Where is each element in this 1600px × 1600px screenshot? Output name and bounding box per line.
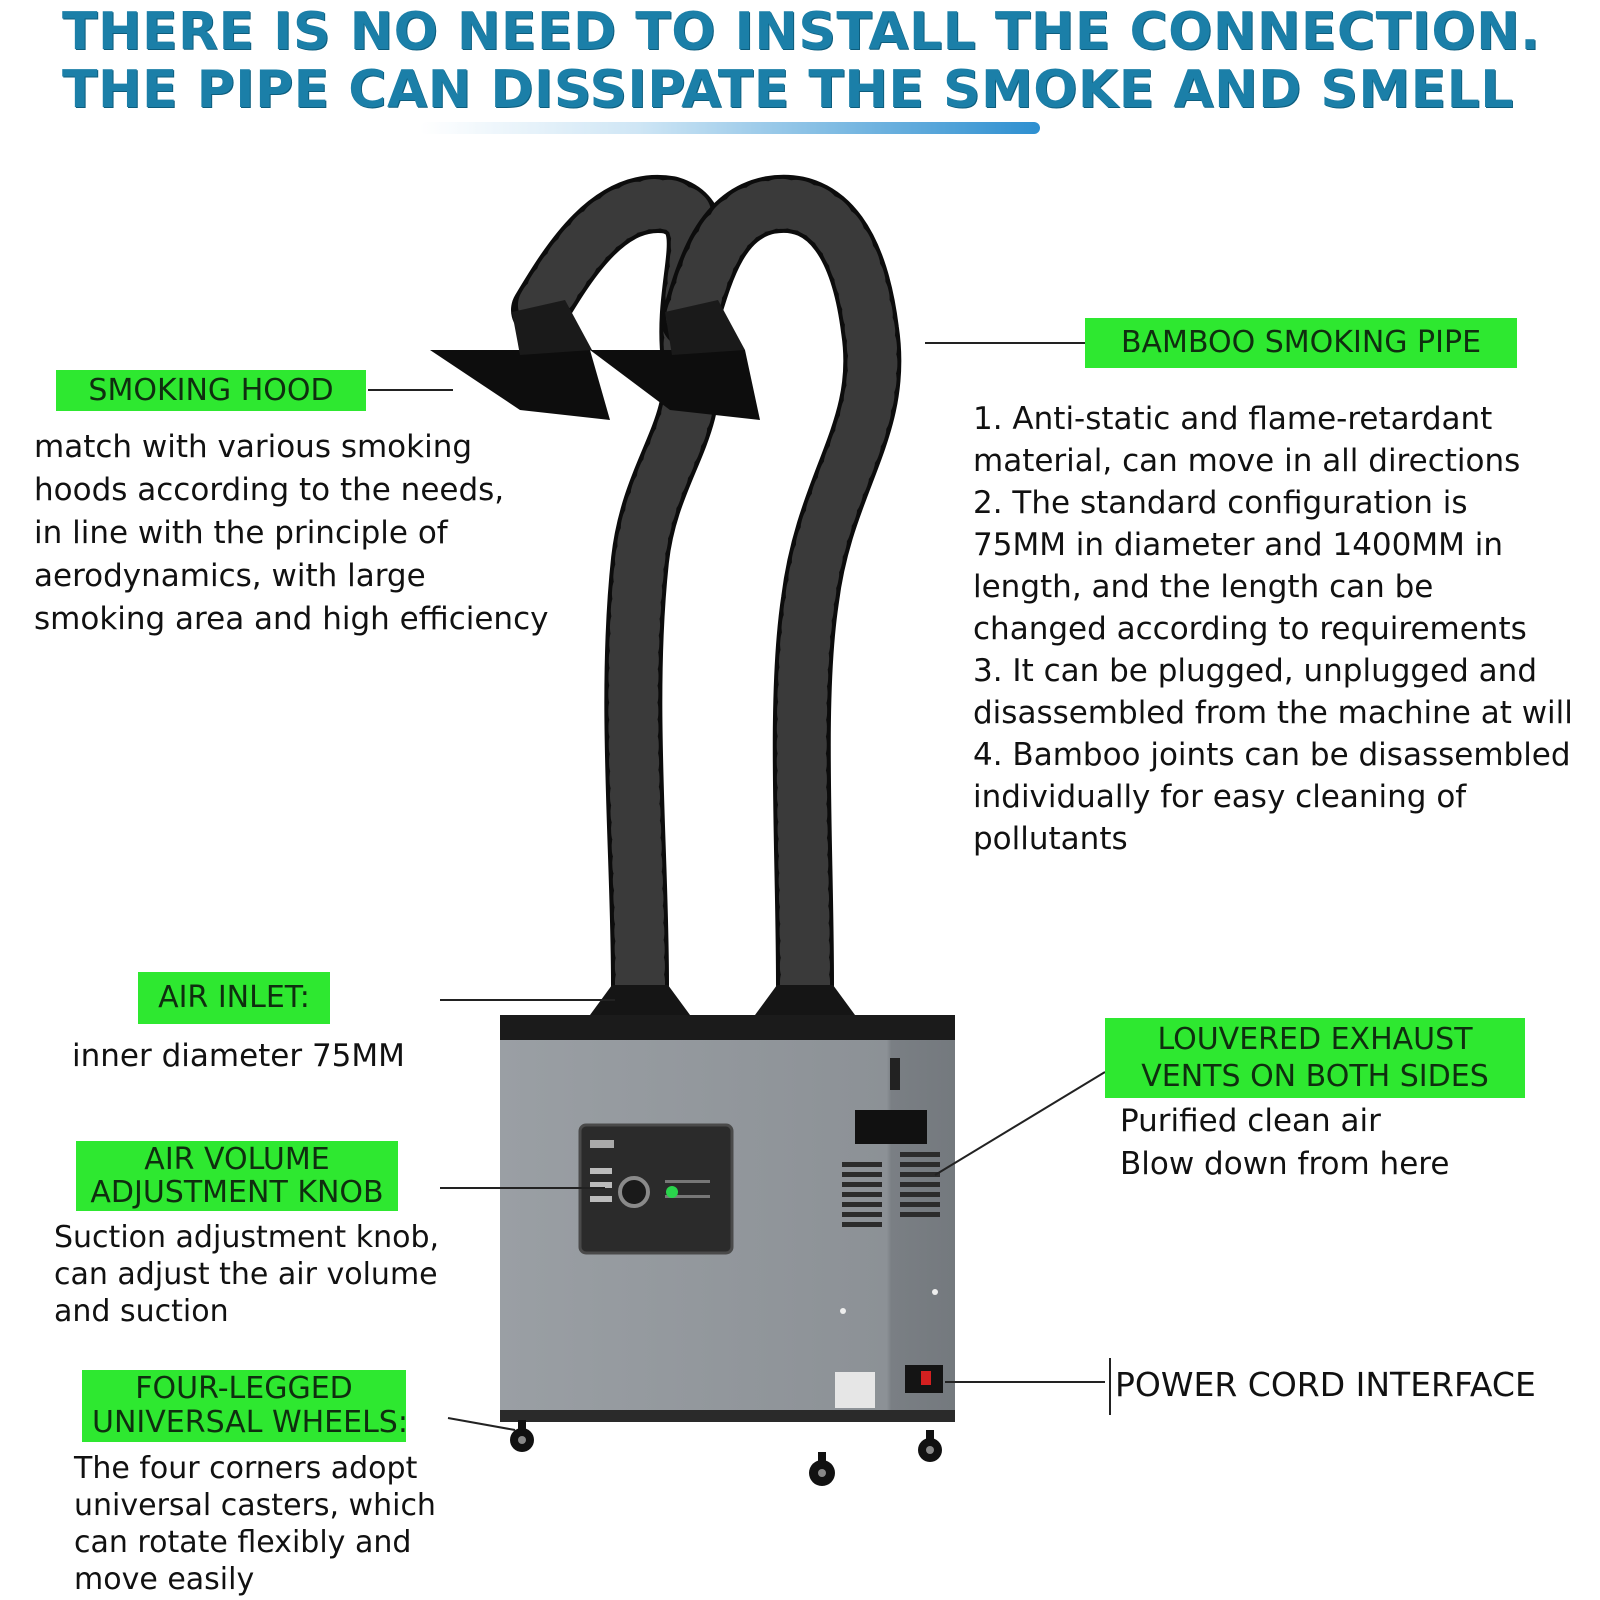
smoking-hood-line: in line with the principle of <box>34 515 448 551</box>
louvered-tag-line: LOUVERED EXHAUST <box>1157 1022 1473 1057</box>
smoking-hood-right <box>590 300 760 420</box>
knob-line: and suction <box>54 1294 229 1329</box>
air-inlet-right <box>755 985 855 1015</box>
knob-tag-line: ADJUSTMENT KNOB <box>90 1175 384 1210</box>
bamboo-pipe-line: 4. Bamboo joints can be disassembled <box>973 737 1571 773</box>
headline-line-2: THE PIPE CAN DISSIPATE THE SMOKE AND SMELL <box>62 60 1514 120</box>
knob-tag <box>76 1141 398 1211</box>
knob-tag-line: AIR VOLUME <box>144 1142 330 1177</box>
side-handle <box>890 1058 900 1090</box>
bamboo-pipe-line: 1. Anti-static and flame-retardant <box>973 401 1493 437</box>
exhaust-slot <box>855 1110 927 1144</box>
smoking-hood-tag: SMOKING HOOD <box>56 370 366 411</box>
power-indicator <box>666 1186 678 1198</box>
power-cord-text: POWER CORD INTERFACE <box>1115 1365 1536 1404</box>
knob-line: Suction adjustment knob, <box>54 1220 440 1255</box>
wheels-description <box>74 1450 436 1598</box>
wheels-line: move easily <box>74 1562 255 1597</box>
wheels-line: The four corners adopt <box>74 1451 418 1486</box>
wheels-tag-line: UNIVERSAL WHEELS: <box>92 1405 408 1440</box>
wheels-tag-line: FOUR-LEGGED <box>135 1371 353 1406</box>
air-inlet-line: inner diameter 75MM <box>72 1038 405 1074</box>
wheels-tag <box>82 1370 406 1442</box>
bamboo-pipe-line: 3. It can be plugged, unplugged and <box>973 653 1537 689</box>
bamboo-pipe-line: changed according to requirements <box>973 611 1527 647</box>
smoking-hood-line: smoking area and high efficiency <box>34 601 549 637</box>
knob-description <box>54 1219 439 1330</box>
louvered-line: Blow down from here <box>1120 1146 1450 1182</box>
adjustment-knob <box>620 1178 648 1206</box>
smoking-hood-left <box>430 300 610 420</box>
louvered-tag-line: VENTS ON BOTH SIDES <box>1141 1059 1489 1094</box>
air-inlet-description <box>72 1035 405 1078</box>
rating-label <box>835 1372 875 1408</box>
wheels-line: can rotate flexibly and <box>74 1525 412 1560</box>
bamboo-pipe-line: length, and the length can be <box>973 569 1434 605</box>
bamboo-pipe-line: pollutants <box>973 821 1128 857</box>
caster-wheels <box>510 1420 942 1486</box>
bamboo-pipe-line: 75MM in diameter and 1400MM in <box>973 527 1503 563</box>
headline-line-1: THERE IS NO NEED TO INSTALL THE CONNECTION. <box>62 2 1541 62</box>
louvered-vents-tag <box>1105 1018 1525 1098</box>
air-inlet-tag: AIR INLET: <box>138 972 330 1024</box>
smoking-hood-line: aerodynamics, with large <box>34 558 426 594</box>
louvered-description <box>1120 1100 1449 1186</box>
bamboo-pipe-line: individually for easy cleaning of <box>973 779 1467 815</box>
power-cord-label <box>1115 1365 1536 1405</box>
louvered-line: Purified clean air <box>1120 1103 1381 1139</box>
smoking-hood-line: match with various smoking <box>34 429 473 465</box>
smoking-hood-description <box>34 426 548 641</box>
wheels-line: universal casters, which <box>74 1488 436 1523</box>
bamboo-pipe-line: material, can move in all directions <box>973 443 1521 479</box>
bamboo-pipe-tag: BAMBOO SMOKING PIPE <box>1085 318 1517 368</box>
smoking-hood-line: hoods according to the needs, <box>34 472 505 508</box>
bamboo-pipe-line: disassembled from the machine at will <box>973 695 1573 731</box>
bamboo-pipe-description <box>973 398 1573 860</box>
knob-line: can adjust the air volume <box>54 1257 438 1292</box>
bamboo-pipe-line: 2. The standard configuration is <box>973 485 1468 521</box>
